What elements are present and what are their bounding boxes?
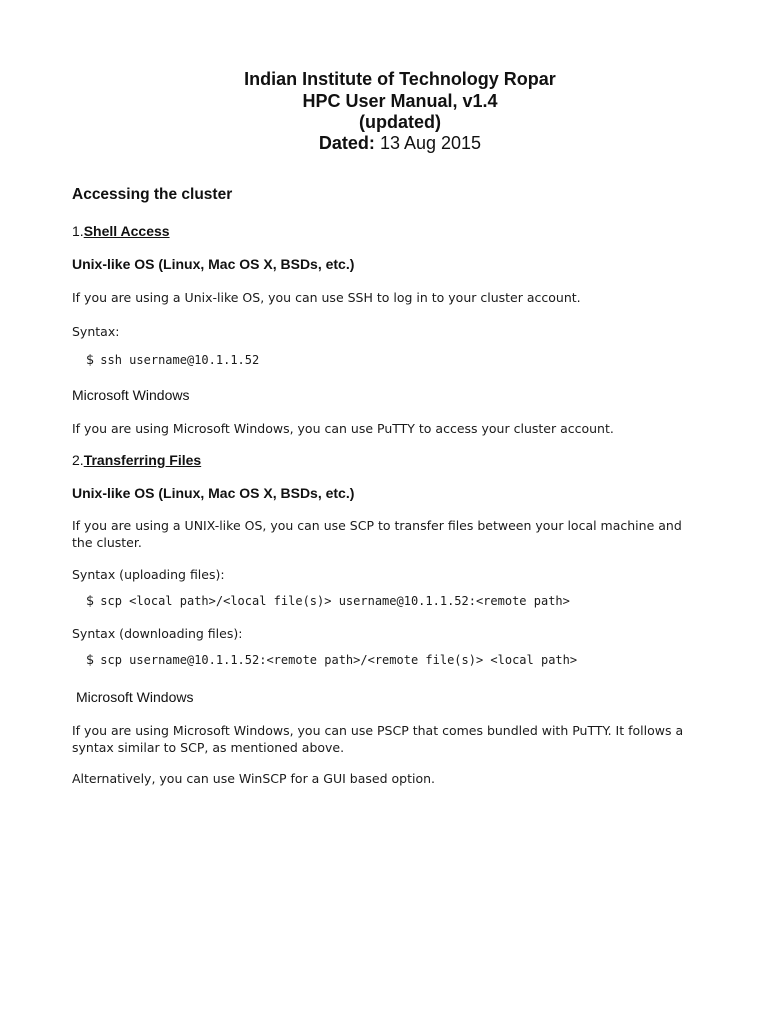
transfer-unix-heading: Unix-like OS (Linux, Mac OS X, BSDs, etc.) bbox=[72, 485, 355, 501]
ssh-command: ssh username@10.1.1.52 bbox=[100, 353, 260, 367]
shell-unix-text: If you are using a Unix-like OS, you can use SSH to log in to your cluster account. bbox=[72, 290, 581, 305]
upload-command: scp <local path>/<local file(s)> username@10.1.1.52:<remote path> bbox=[100, 594, 570, 608]
ssh-command-line bbox=[86, 353, 259, 368]
shell-syntax-label: Syntax: bbox=[72, 324, 120, 339]
download-prompt: $ bbox=[86, 653, 95, 668]
section-title: Accessing the cluster bbox=[72, 186, 233, 203]
shell-windows-text: If you are using Microsoft Windows, you can use PuTTY to access your cluster account. bbox=[72, 421, 614, 436]
transfer-title: Transferring Files bbox=[83, 452, 202, 468]
manual-title: HPC User Manual, v1.4 bbox=[302, 91, 498, 111]
transfer-windows-text: If you are using Microsoft Windows, you can use PSCP that comes bundled with PuTTY. It follows a syntax similar to SCP, as mentioned above. bbox=[72, 723, 684, 755]
manual-date bbox=[0, 132, 768, 154]
ssh-prompt: $ bbox=[86, 353, 95, 368]
transfer-number: 2. bbox=[72, 452, 84, 468]
shell-access-heading bbox=[72, 223, 170, 239]
upload-prompt: $ bbox=[86, 594, 95, 609]
shell-access-title: Shell Access bbox=[83, 223, 170, 239]
transfer-alternative-text: Alternatively, you can use WinSCP for a GUI based option. bbox=[72, 771, 436, 786]
institute-name: Indian Institute of Technology Ropar bbox=[244, 69, 556, 89]
download-syntax-label: Syntax (downloading files): bbox=[72, 626, 243, 641]
download-command-line bbox=[86, 653, 577, 668]
upload-command-line bbox=[86, 594, 570, 609]
date-label: Dated: bbox=[318, 133, 375, 153]
upload-syntax-label: Syntax (uploading files): bbox=[72, 567, 225, 582]
transfer-heading bbox=[72, 452, 201, 468]
manual-status: (updated) bbox=[359, 112, 441, 132]
shell-access-number: 1. bbox=[72, 223, 84, 239]
transfer-unix-text: If you are using a UNIX-like OS, you can use SCP to transfer files between your local machine and the cluster. bbox=[72, 518, 682, 550]
shell-unix-heading: Unix-like OS (Linux, Mac OS X, BSDs, etc.) bbox=[72, 256, 355, 272]
download-command: scp username@10.1.1.52:<remote path>/<remote file(s)> <local path> bbox=[100, 653, 578, 667]
transfer-windows-heading: Microsoft Windows bbox=[76, 689, 194, 705]
shell-windows-heading: Microsoft Windows bbox=[72, 387, 190, 403]
date-value: 13 Aug 2015 bbox=[379, 133, 482, 153]
